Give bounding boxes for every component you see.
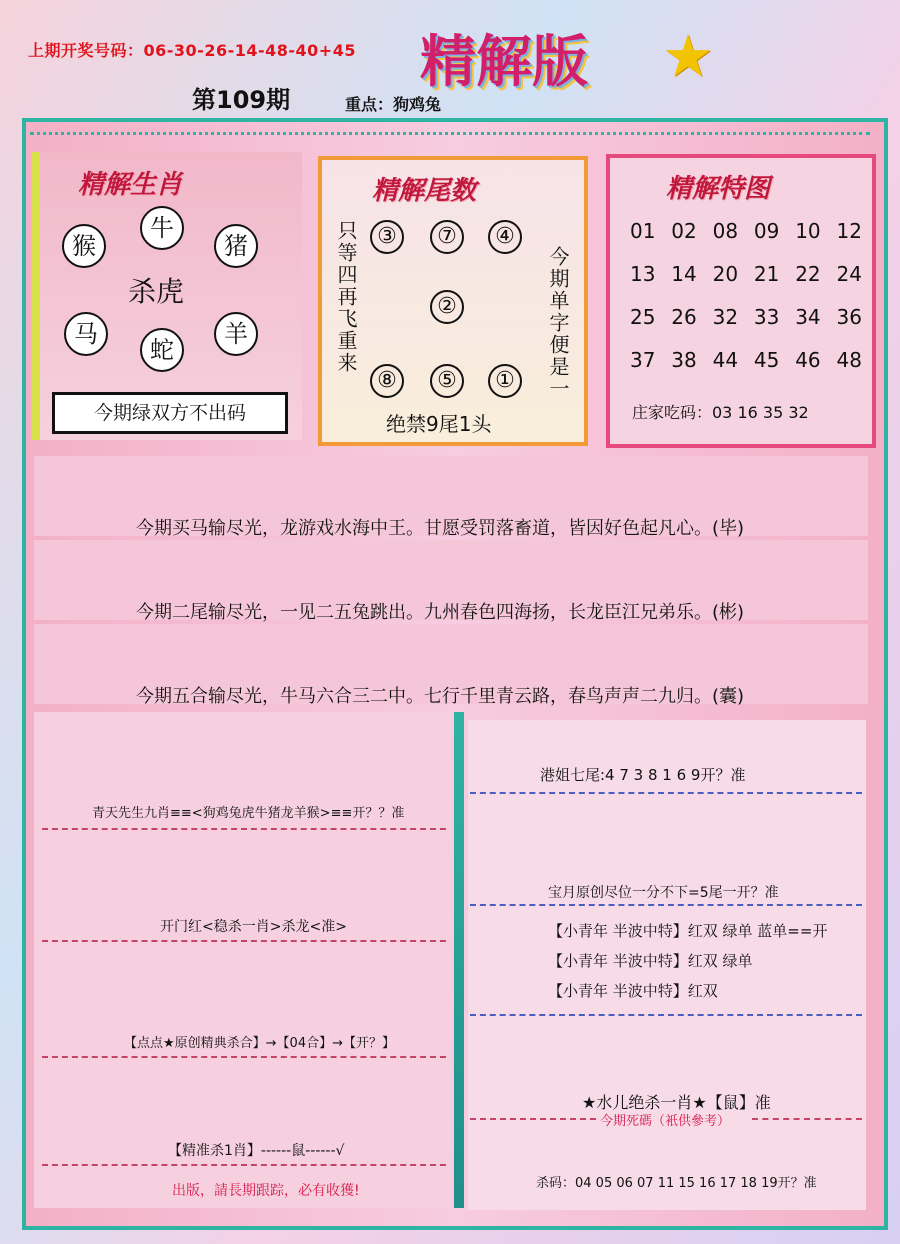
special-number: 12: [836, 219, 862, 243]
zodiac-kill: 杀虎: [128, 275, 185, 308]
poem-strip: [34, 540, 868, 623]
issue-number: 第109期: [192, 86, 291, 114]
poem-text: 今期二尾输尽光，一见二五兔跳出。九州春色四海扬，长龙臣江兄弟乐。(彬): [136, 602, 745, 623]
divider-line: [42, 940, 446, 942]
special-number: 44: [712, 348, 739, 372]
poem-text: 今期五合输尽光，牛马六合三二中。七行千里青云路，春鸟声声二九归。(囊): [136, 686, 745, 707]
tail-ban: 绝禁9尾1头: [386, 412, 492, 436]
special-panel: [606, 154, 876, 448]
special-number: 46: [795, 348, 821, 372]
tail-number: ⑤: [430, 364, 464, 398]
special-number: 38: [671, 348, 697, 372]
divider-line: [42, 828, 446, 830]
zodiac-animal: 猴: [62, 224, 106, 268]
left-item-4: 【精准杀1肖】------鼠------√: [168, 1143, 345, 1159]
banker-numbers: 庄家吃码：03 16 35 32: [632, 403, 809, 422]
special-number: 26: [671, 305, 697, 329]
tail-number: ③: [370, 220, 404, 254]
zodiac-panel: [32, 152, 302, 440]
star-icon: ★: [662, 22, 714, 90]
left-item-3: 【点点★原创精典杀合】→【04合】→【开？】: [124, 1036, 395, 1051]
left-column: [34, 712, 452, 1208]
left-item-2: 开门红<稳杀一肖>杀龙<准>: [160, 919, 347, 935]
divider-line: [470, 904, 862, 906]
special-number-grid: [630, 210, 862, 382]
zodiac-animal: 蛇: [140, 328, 184, 372]
special-number-row: [630, 339, 862, 382]
right-item-3c: 【小青年 半波中特】红双: [548, 982, 718, 1000]
right-item-3a: 【小青年 半波中特】红双 绿单 蓝单==开: [548, 922, 828, 940]
zodiac-note: 今期绿双方不出码: [52, 392, 288, 434]
page-title: 精解版: [420, 29, 588, 95]
poem-text: 今期买马输尽光，龙游戏水海中王。甘愿受罚落畜道，皆因好色起凡心。(毕): [136, 518, 745, 539]
special-number: 13: [630, 262, 656, 286]
special-number: 10: [795, 219, 821, 243]
special-number: 45: [753, 348, 780, 372]
right-item-4: ★水儿绝杀一肖★【鼠】准: [582, 1093, 771, 1112]
tail-left-vertical: 只等四再飞重来: [334, 220, 358, 374]
special-number: 02: [671, 219, 697, 243]
right-item-1: 港姐七尾:4 7 3 8 1 6 9开？准: [540, 766, 746, 784]
special-number: 09: [753, 219, 780, 243]
divider-line: [752, 1118, 862, 1120]
zodiac-animal: 羊: [214, 312, 258, 356]
divider-line: [470, 1014, 862, 1016]
special-number: 36: [836, 305, 862, 329]
wave-border: [30, 120, 870, 135]
tail-number: ⑦: [430, 220, 464, 254]
zodiac-animal: 马: [64, 312, 108, 356]
special-number: 20: [712, 262, 739, 286]
right-item-2: 宝月原创尽位一分不下=5尾一开？准: [548, 885, 779, 901]
last-result: 上期开奖号码：06-30-26-14-48-40+45: [28, 41, 356, 60]
tail-panel-title: 精解尾数: [372, 176, 477, 206]
zodiac-panel-title: 精解生肖: [78, 170, 183, 200]
special-number: 01: [630, 219, 656, 243]
special-number: 33: [753, 305, 780, 329]
special-number: 14: [671, 262, 697, 286]
tail-number: ②: [430, 290, 464, 324]
divider-line: [42, 1056, 446, 1058]
column-divider: [454, 712, 464, 1208]
right-item-4-sub: 今期死碼（衹供參考）: [600, 1114, 731, 1129]
tail-number: ⑧: [370, 364, 404, 398]
special-number: 32: [712, 305, 739, 329]
special-panel-title: 精解特图: [666, 174, 771, 204]
right-item-5: 杀码：04 05 06 07 11 15 16 17 18 19开？准: [536, 1176, 817, 1191]
left-item-1: 青天先生九肖≡≡<狗鸡兔虎牛猪龙羊猴>≡≡开？？准: [92, 806, 405, 821]
tail-number: ①: [488, 364, 522, 398]
special-number-row: [630, 210, 862, 253]
left-footer: 出版，請長期跟踪，必有收獲!: [172, 1183, 360, 1199]
special-number: 25: [630, 305, 656, 329]
divider-line: [470, 792, 862, 794]
special-number: 34: [795, 305, 821, 329]
divider-line: [42, 1164, 446, 1166]
zodiac-animal: 牛: [140, 206, 184, 250]
tail-right-vertical: 今期单字便是一: [546, 246, 570, 400]
zodiac-animal: 猪: [214, 224, 258, 268]
special-number: 08: [712, 219, 739, 243]
tail-number: ④: [488, 220, 522, 254]
tail-panel: [318, 156, 588, 446]
poem-strip: [34, 624, 868, 707]
special-number: 48: [836, 348, 862, 372]
special-number: 24: [836, 262, 862, 286]
poem-strip: [34, 456, 868, 539]
special-number: 37: [630, 348, 656, 372]
focus-text: 重点：狗鸡兔: [345, 95, 442, 114]
special-number: 21: [753, 262, 780, 286]
special-number: 22: [795, 262, 821, 286]
special-number-row: [630, 296, 862, 339]
divider-line: [470, 1118, 596, 1120]
right-item-3b: 【小青年 半波中特】红双 绿单: [548, 952, 753, 970]
special-number-row: [630, 253, 862, 296]
